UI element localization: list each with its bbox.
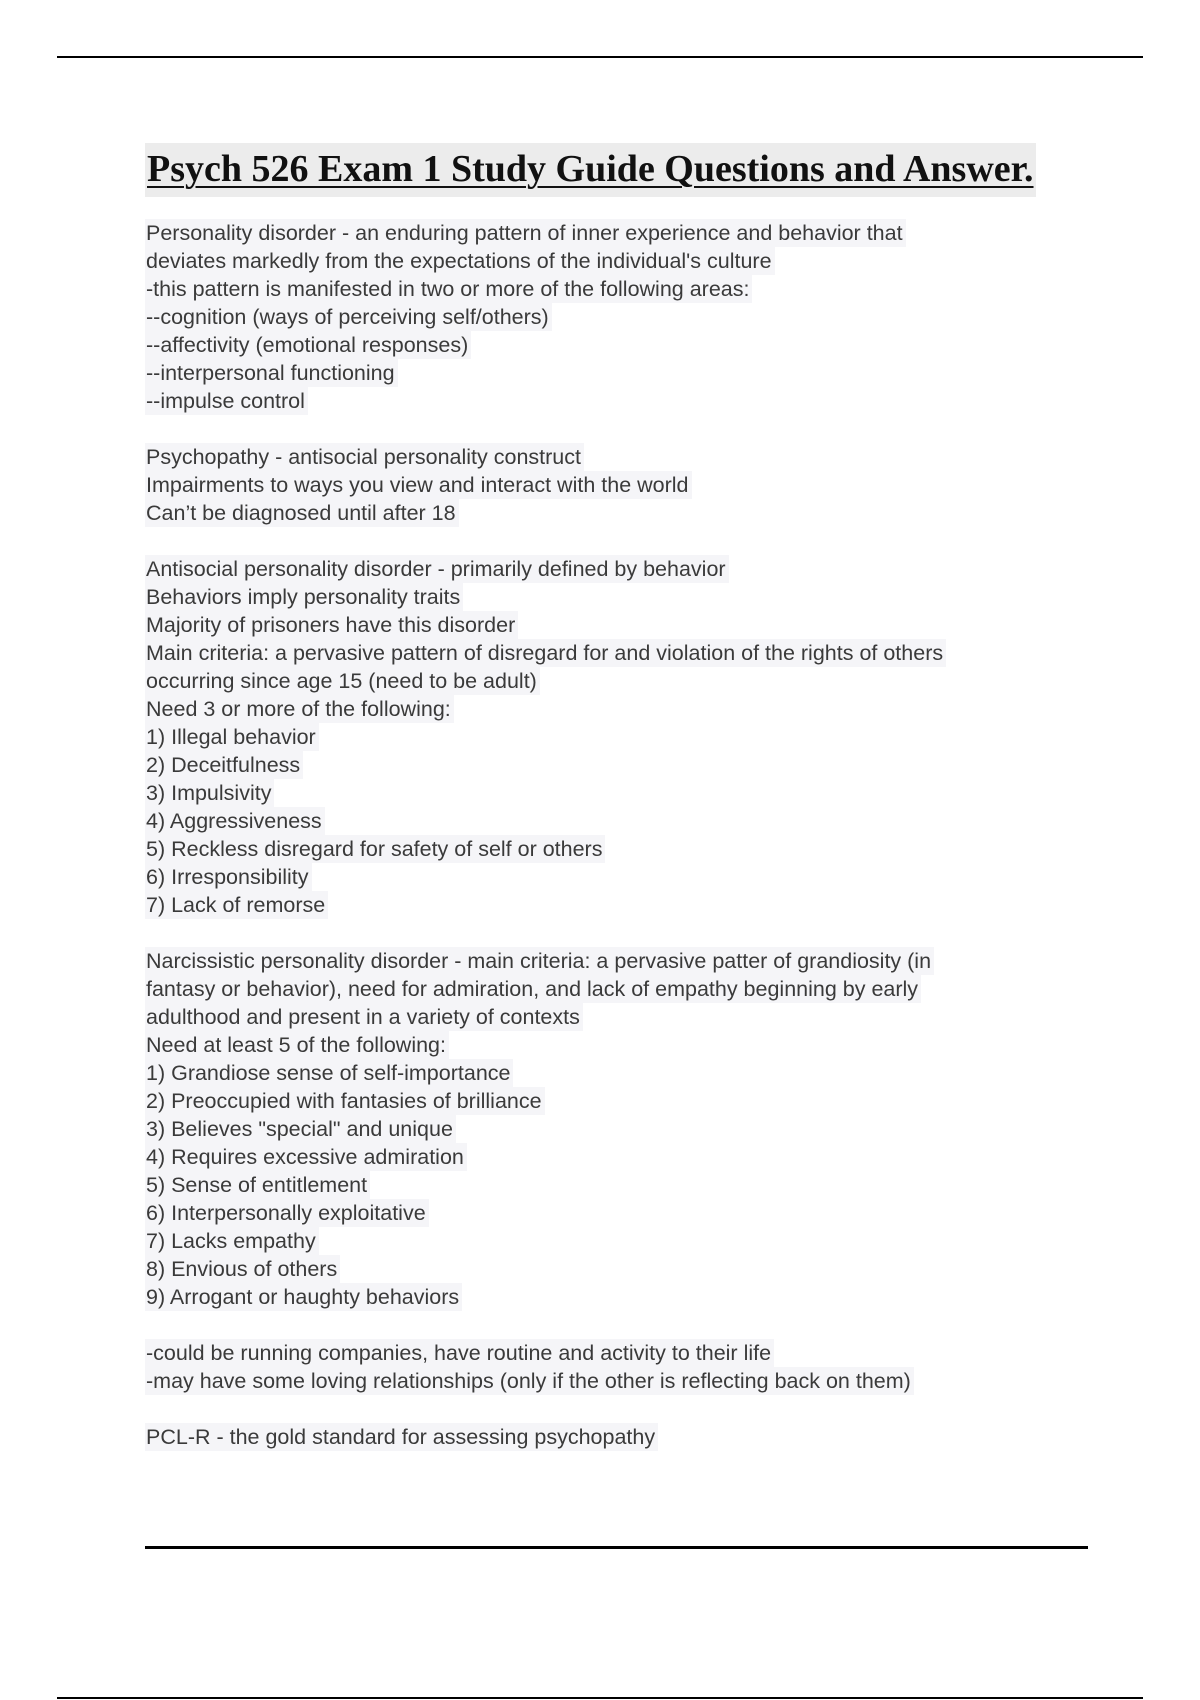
document-body: [145, 219, 1095, 1479]
text-line: Antisocial personality disorder - primarily defined by behavior: [145, 555, 729, 583]
text-line: 7) Lack of remorse: [145, 891, 328, 919]
section-5: [145, 1339, 1095, 1395]
text-line: --cognition (ways of perceiving self/others): [145, 303, 552, 331]
text-line: 4) Aggressiveness: [145, 807, 325, 835]
text-line: --interpersonal functioning: [145, 359, 398, 387]
text-line: 5) Reckless disregard for safety of self or others: [145, 835, 605, 863]
text-line: 4) Requires excessive admiration: [145, 1143, 467, 1171]
text-line: 6) Irresponsibility: [145, 863, 312, 891]
text-line: Majority of prisoners have this disorder: [145, 611, 518, 639]
text-line: Need at least 5 of the following:: [145, 1031, 449, 1059]
text-line: PCL-R - the gold standard for assessing psychopathy: [145, 1423, 658, 1451]
text-line: 8) Envious of others: [145, 1255, 340, 1283]
text-line: -could be running companies, have routine and activity to their life: [145, 1339, 774, 1367]
text-line: 9) Arrogant or haughty behaviors: [145, 1283, 462, 1311]
text-line: Psychopathy - antisocial personality construct: [145, 443, 584, 471]
top-divider: [57, 56, 1143, 58]
text-line: 1) Grandiose sense of self-importance: [145, 1059, 513, 1087]
bottom-divider: [57, 1697, 1143, 1699]
text-line: Behaviors imply personality traits: [145, 583, 463, 611]
section-4: [145, 947, 1095, 1311]
content-end-divider: [145, 1546, 1088, 1549]
text-line: Main criteria: a pervasive pattern of disregard for and violation of the rights of others: [145, 639, 946, 667]
text-line: occurring since age 15 (need to be adult): [145, 667, 540, 695]
text-line: 2) Preoccupied with fantasies of brilliance: [145, 1087, 545, 1115]
text-line: fantasy or behavior), need for admiration, and lack of empathy beginning by early: [145, 975, 921, 1003]
page-title: Psych 526 Exam 1 Study Guide Questions and Answer.: [145, 143, 1036, 197]
text-line: 6) Interpersonally exploitative: [145, 1199, 429, 1227]
text-line: Personality disorder - an enduring pattern of inner experience and behavior that: [145, 219, 906, 247]
text-line: deviates markedly from the expectations of the individual's culture: [145, 247, 775, 275]
text-line: Narcissistic personality disorder - main criteria: a pervasive patter of grandiosity (in: [145, 947, 934, 975]
text-line: 3) Impulsivity: [145, 779, 274, 807]
section-1: [145, 219, 1095, 415]
text-line: 2) Deceitfulness: [145, 751, 303, 779]
text-line: -this pattern is manifested in two or more of the following areas:: [145, 275, 752, 303]
text-line: 1) Illegal behavior: [145, 723, 319, 751]
section-2: [145, 443, 1095, 527]
section-6: [145, 1423, 1095, 1451]
text-line: adulthood and present in a variety of contexts: [145, 1003, 583, 1031]
text-line: Can’t be diagnosed until after 18: [145, 499, 459, 527]
text-line: --affectivity (emotional responses): [145, 331, 471, 359]
text-line: Need 3 or more of the following:: [145, 695, 454, 723]
section-3: [145, 555, 1095, 919]
text-line: --impulse control: [145, 387, 308, 415]
text-line: 7) Lacks empathy: [145, 1227, 319, 1255]
text-line: 5) Sense of entitlement: [145, 1171, 370, 1199]
text-line: -may have some loving relationships (only if the other is reflecting back on them): [145, 1367, 914, 1395]
text-line: Impairments to ways you view and interact with the world: [145, 471, 692, 499]
text-line: 3) Believes "special" and unique: [145, 1115, 456, 1143]
